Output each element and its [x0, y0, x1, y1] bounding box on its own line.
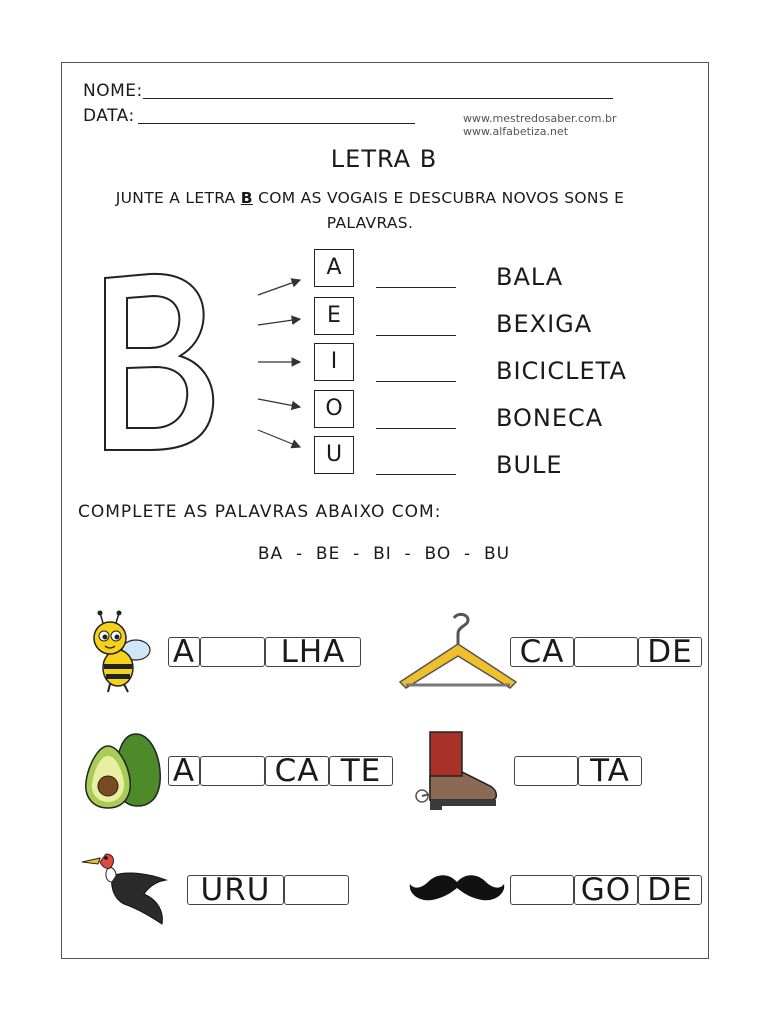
vowel-box-i: I [314, 343, 354, 381]
big-letter-b-outline [95, 268, 225, 458]
abelha-cell-1: A [168, 637, 200, 667]
abacate-cell-3: CA [265, 756, 329, 786]
page-title: LETRA B [330, 145, 438, 173]
boot-icon [412, 728, 502, 812]
abacate-cell-4: TE [329, 756, 393, 786]
avocado-icon [82, 730, 164, 810]
cabide-cell-3: DE [638, 637, 702, 667]
abelha-blank-cell[interactable] [200, 637, 265, 667]
bigode-cell-3: DE [638, 875, 702, 905]
vowel-box-e: E [314, 297, 354, 335]
arrow-a-icon [258, 280, 300, 295]
urubu-blank-cell[interactable] [284, 875, 349, 905]
answer-blank-u[interactable] [376, 474, 456, 475]
bota-blank-cell[interactable] [514, 756, 578, 786]
instruction-text-2: COM AS VOGAIS E DESCUBRA NOVOS SONS E [258, 189, 625, 207]
name-label: NOME: [83, 81, 143, 101]
word-bicicleta: BICICLETA [496, 357, 627, 385]
mustache-icon [408, 868, 506, 908]
name-field[interactable] [143, 98, 613, 99]
answer-blank-i[interactable] [376, 381, 456, 382]
vulture-icon [78, 846, 170, 930]
vowel-box-a: A [314, 249, 354, 287]
word-bala: BALA [496, 263, 564, 291]
arrow-o-icon [258, 399, 300, 407]
bee-icon [88, 610, 154, 694]
abacate-cell-1: A [168, 756, 200, 786]
complete-instruction: COMPLETE AS PALAVRAS ABAIXO COM: [78, 502, 442, 522]
instruction-text-3: PALAVRAS. [326, 214, 414, 232]
date-label: DATA: [83, 106, 135, 126]
cabide-cell-1: CA [510, 637, 574, 667]
bigode-cell-2: GO [574, 875, 638, 905]
abacate-blank-cell[interactable] [200, 756, 265, 786]
arrow-u-icon [258, 430, 300, 447]
website-1: www.mestredosaber.com.br [463, 112, 617, 125]
arrows-group [250, 270, 310, 450]
vowel-box-u: U [314, 436, 354, 474]
word-boneca: BONECA [496, 404, 604, 432]
answer-blank-a[interactable] [376, 287, 456, 288]
vowel-box-o: O [314, 390, 354, 428]
syllable-list: BA - BE - BI - BO - BU [257, 544, 511, 564]
answer-blank-o[interactable] [376, 428, 456, 429]
arrow-e-icon [258, 319, 300, 325]
cabide-blank-cell[interactable] [574, 637, 638, 667]
date-field[interactable] [138, 123, 415, 124]
instruction-text-1: JUNTE A LETRA [115, 189, 236, 207]
hanger-icon [396, 612, 520, 692]
urubu-cell-1: URU [187, 875, 284, 905]
bota-cell-2: TA [578, 756, 642, 786]
instruction [62, 186, 678, 236]
word-bexiga: BEXIGA [496, 310, 593, 338]
instruction-letter: B [240, 189, 253, 207]
website-2: www.alfabetiza.net [463, 125, 569, 138]
answer-blank-e[interactable] [376, 335, 456, 336]
word-bule: BULE [496, 451, 563, 479]
bigode-blank-cell[interactable] [510, 875, 574, 905]
abelha-cell-3: LHA [265, 637, 361, 667]
